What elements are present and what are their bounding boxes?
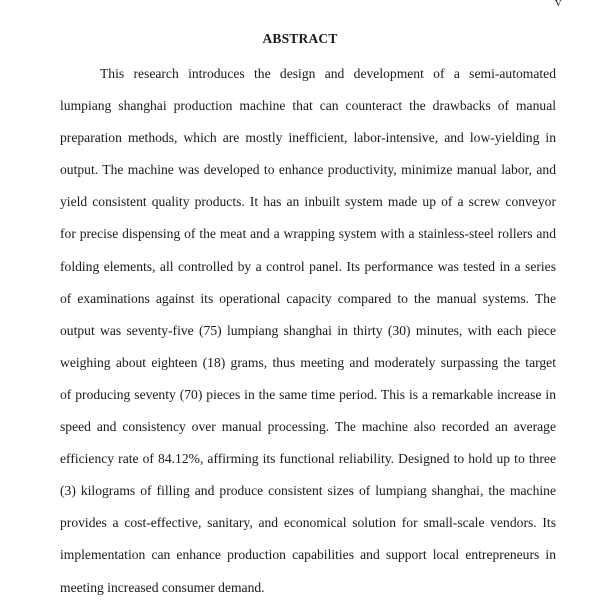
paragraph-line: preparation methods, which are mostly inefficient, labor-intensive, and low-yielding in [60,130,556,146]
paragraph-line: provides a cost-effective, sanitary, and economical solution for small-scale vendors. Its [60,515,556,531]
paragraph-line: implementation can enhance production capabilities and support local entrepreneurs in [60,547,556,563]
abstract-paragraph [60,61,556,607]
paragraph-line: folding elements, all controlled by a control panel. Its performance was tested in a series [60,258,556,274]
paragraph-line: meeting increased consumer demand. [60,579,265,595]
paragraph-line: for precise dispensing of the meat and a wrapping system with a stainless-steel rollers and [60,226,556,242]
paragraph-line: output was seventy-five (75) lumpiang shanghai in thirty (30) minutes, with each piece [60,322,556,338]
paragraph-line: of producing seventy (70) pieces in the same time period. This is a remarkable increase in [60,386,556,402]
paragraph-line: This research introduces the design and development of a semi-automated [100,66,556,81]
paragraph-line: (3) kilograms of filling and produce consistent sizes of lumpiang shanghai, the machine [60,483,556,499]
paragraph-line: output. The machine was developed to enhance productivity, minimize manual labor, and [60,162,556,178]
abstract-heading: ABSTRACT [262,31,338,46]
paragraph-line: weighing about eighteen (18) grams, thus meeting and moderately surpassing the target [60,354,556,370]
paragraph-line: lumpiang shanghai production machine that can counteract the drawbacks of manual [60,98,556,114]
page-number-mark: v [555,0,562,9]
paragraph-line: yield consistent quality products. It has an inbuilt system made up of a screw conveyor [60,194,556,210]
paragraph-line: speed and consistency over manual processing. The machine also recorded an average [60,419,556,435]
paragraph-line: of examinations against its operational capacity compared to the manual systems. The [60,290,556,306]
paragraph-line: efficiency rate of 84.12%, affirming its functional reliability. Designed to hold up to three [60,451,556,467]
